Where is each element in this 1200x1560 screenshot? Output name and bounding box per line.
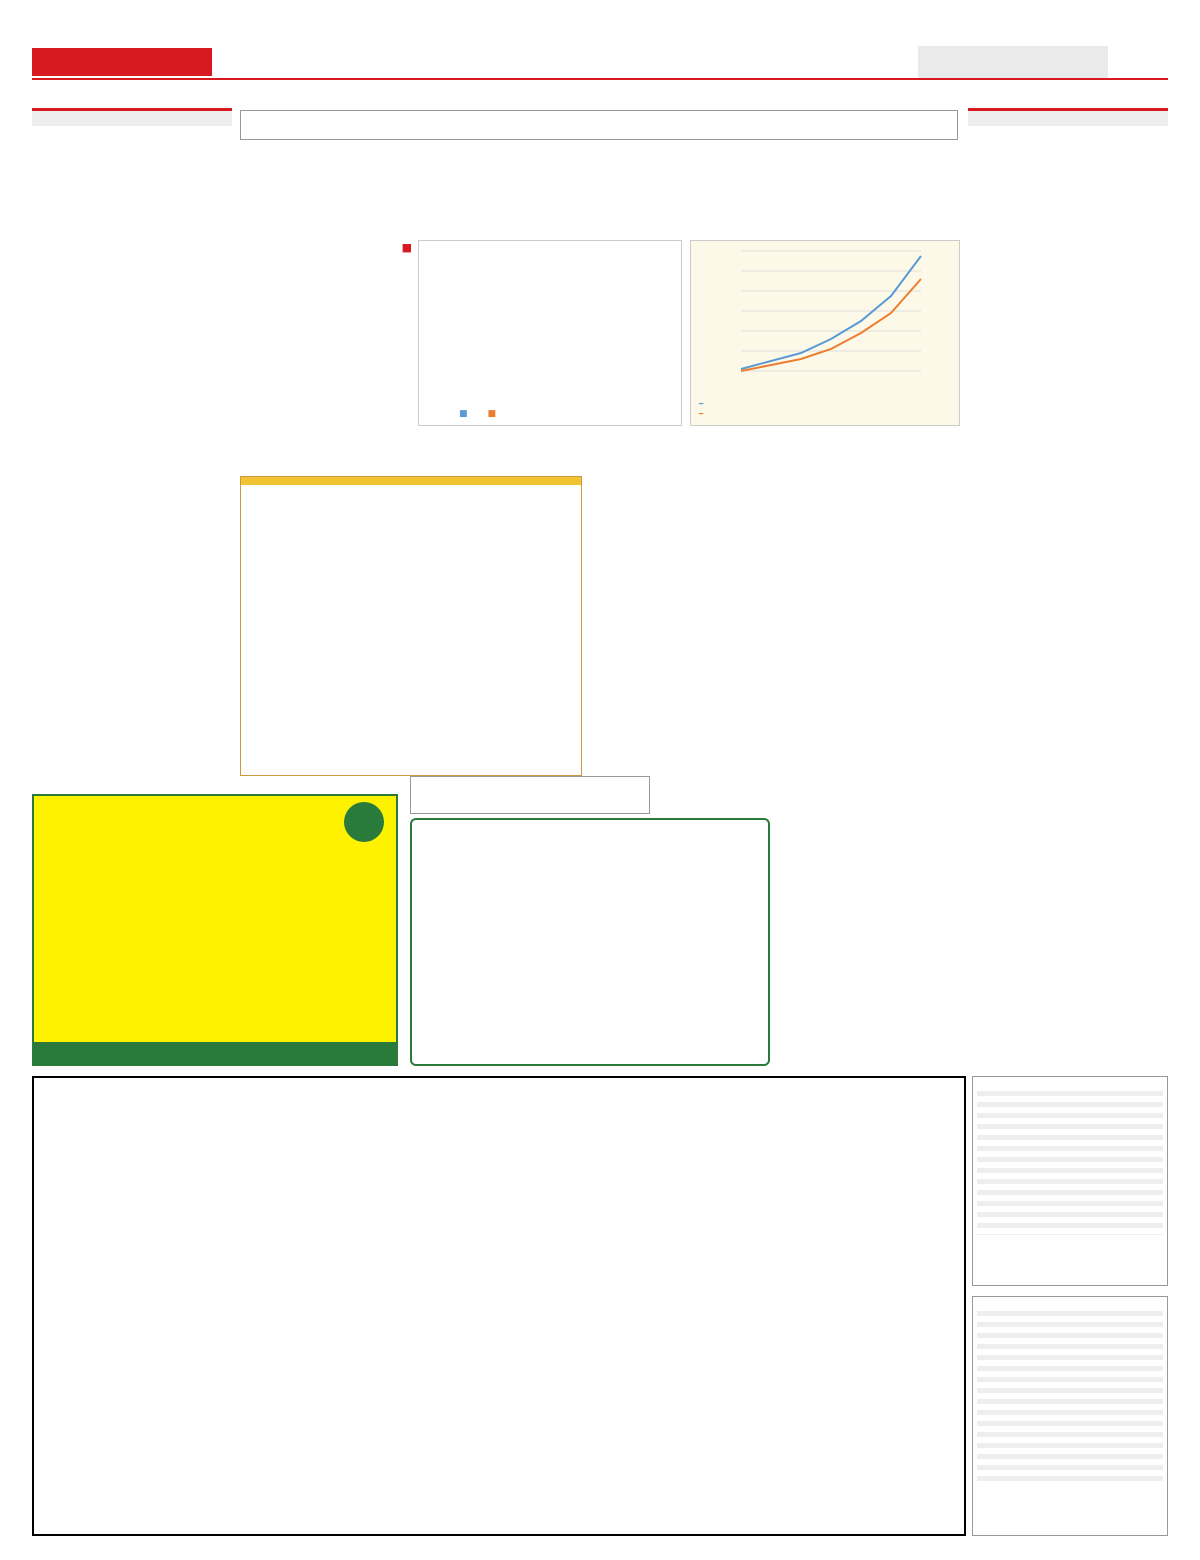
news-body-3 xyxy=(32,610,232,703)
legend-statistics: ■ xyxy=(487,409,497,419)
cpi-line-chart xyxy=(690,240,960,426)
news-body-2 xyxy=(32,524,232,602)
line-chart-svg xyxy=(691,241,959,425)
legend-central-bank: ■ xyxy=(459,409,468,419)
legend-statistics: ━ xyxy=(699,410,704,418)
auction-ad xyxy=(410,818,770,1066)
category-inflation-table xyxy=(240,476,582,776)
price-ticker xyxy=(240,110,958,140)
newspaper-logo xyxy=(32,48,212,76)
land-title xyxy=(34,1078,964,1090)
tender-footer xyxy=(34,1042,396,1064)
column-label xyxy=(32,108,232,126)
article-col1 xyxy=(782,440,960,972)
astan-logo xyxy=(344,802,384,842)
intro-body xyxy=(240,255,412,451)
land-ad xyxy=(32,1076,966,1536)
registry-notice-1 xyxy=(972,1076,1168,1286)
market-column xyxy=(32,108,232,703)
tender-title xyxy=(34,796,396,810)
tender-body xyxy=(34,810,396,826)
auction-body xyxy=(412,832,768,942)
auction-title xyxy=(412,820,768,832)
section-title xyxy=(918,46,1108,78)
news-body-2 xyxy=(968,682,1168,787)
inflation-bar-chart xyxy=(418,240,682,426)
bar-chart-svg xyxy=(419,291,681,411)
line-legend xyxy=(699,399,703,419)
news-body xyxy=(32,154,232,516)
news-column xyxy=(968,108,1168,787)
tender-ad xyxy=(32,794,398,1066)
table-title xyxy=(241,477,581,485)
page-number xyxy=(1108,46,1168,78)
registry-notice-2 xyxy=(972,1296,1168,1536)
x-ticks xyxy=(731,379,931,393)
page-header xyxy=(32,46,1168,80)
bar-chart-title xyxy=(419,241,681,253)
bar-legend xyxy=(459,409,496,419)
land-footer-sign xyxy=(34,1110,964,1118)
article-intro: ■ xyxy=(240,240,412,451)
article-col2 xyxy=(606,440,776,782)
news-body xyxy=(968,152,1168,672)
legend-central-bank: ━ xyxy=(699,400,704,408)
column-label xyxy=(968,108,1168,126)
lost-notice xyxy=(410,776,650,814)
series-line-central-bank xyxy=(741,256,921,369)
